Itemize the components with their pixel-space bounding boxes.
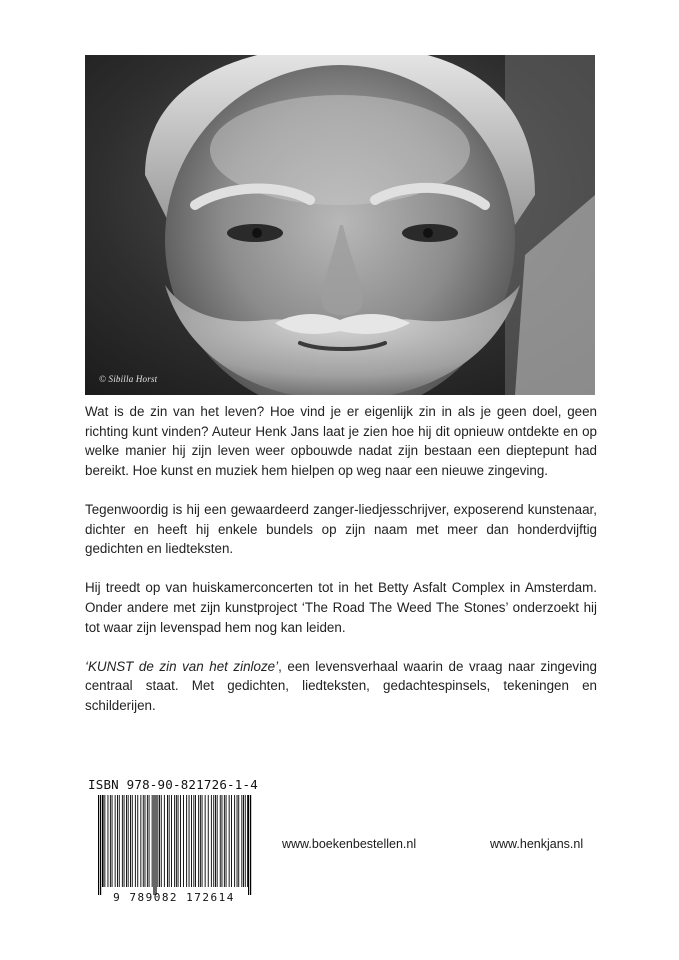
- barcode-guard-bar: [250, 795, 251, 895]
- barcode-bar: [147, 795, 148, 887]
- barcode-guard-bar: [98, 795, 99, 895]
- barcode-bar: [171, 795, 172, 887]
- barcode-guard-bar: [100, 795, 101, 895]
- book-summary-text: , een levensverhaal waarin de vraag naar zingeving centraal staat. Met gedichten, liedteksten, gedachtespinsels, tekeningen en schilderijen.: [85, 658, 597, 713]
- barcode-bar: [200, 795, 201, 887]
- barcode-bar: [205, 795, 206, 887]
- barcode-bar: [195, 795, 196, 887]
- barcode-bar: [183, 795, 184, 887]
- barcode-bars: [88, 795, 260, 905]
- barcode-bar: [238, 795, 239, 887]
- paragraph-book-summary: [85, 657, 597, 716]
- barcode-bar: [198, 795, 199, 887]
- barcode-bar: [159, 795, 160, 887]
- barcode-bar: [130, 795, 131, 887]
- barcode-bar: [128, 795, 129, 887]
- barcode-bar: [124, 795, 125, 887]
- isbn-label: ISBN 978-90-821726-1-4: [88, 777, 258, 792]
- barcode-bar: [140, 795, 141, 887]
- barcode-bar: [135, 795, 136, 887]
- barcode-bar: [245, 795, 246, 887]
- barcode-bar: [237, 795, 238, 887]
- barcode-bar: [186, 795, 187, 887]
- barcode-bar: [220, 795, 221, 887]
- back-cover-text: [85, 402, 597, 716]
- barcode-bar: [119, 795, 120, 887]
- barcode-bar: [145, 795, 146, 887]
- barcode-bar: [191, 795, 192, 887]
- barcode-bar: [149, 795, 150, 887]
- barcode-bar: [108, 795, 109, 887]
- barcode-bar: [137, 795, 138, 887]
- barcode-bar: [152, 795, 153, 887]
- barcode-bar: [126, 795, 127, 887]
- barcode-bar: [167, 795, 168, 887]
- barcode-bar: [241, 795, 242, 887]
- barcode-bar: [176, 795, 177, 887]
- barcode-bar: [164, 795, 165, 887]
- paragraph-intro: Wat is de zin van het leven? Hoe vind je er eigenlijk zin in als je geen doel, geen richting kunt vinden? Auteur Henk Jans laat je zien hoe hij dit opnieuw ontdekte en op welke manier hij zijn leven weer opbouwde nadat zijn bestaan een dieptepunt had bereikt. Hoe kunst en muziek hem hielpen op weg naar een nieuwe zingeving.: [85, 404, 597, 478]
- barcode-guard-bar: [153, 795, 154, 895]
- barcode-bar: [229, 795, 230, 887]
- author-photo: [85, 55, 595, 395]
- barcode-bar: [180, 795, 181, 887]
- publisher-link[interactable]: www.boekenbestellen.nl: [282, 837, 417, 851]
- barcode-bar: [234, 795, 235, 887]
- barcode-bar: [247, 795, 248, 887]
- barcode-bar: [215, 795, 216, 887]
- barcode-bar: [132, 795, 133, 887]
- barcode-bar: [112, 795, 113, 887]
- barcode-bar: [231, 795, 232, 887]
- barcode-bar: [117, 795, 118, 887]
- barcode-guard-bar: [248, 795, 249, 895]
- barcode-bar: [202, 795, 203, 887]
- barcode-bar: [243, 795, 244, 887]
- barcode-bar: [211, 795, 212, 887]
- barcode-bar: [217, 795, 218, 887]
- barcode-bar: [178, 795, 179, 887]
- barcode-bar: [104, 795, 105, 887]
- barcode-bar: [193, 795, 194, 887]
- barcode-bar: [169, 795, 170, 887]
- barcode-bar: [115, 795, 116, 887]
- isbn-barcode: [88, 778, 260, 908]
- barcode-bar: [161, 795, 162, 887]
- barcode-digits: 9 789082 172614: [113, 891, 235, 904]
- barcode-bar: [208, 795, 209, 887]
- barcode-bar: [174, 795, 175, 887]
- barcode-bar: [122, 795, 123, 887]
- barcode-bar: [224, 795, 225, 887]
- paragraph-author-bio: Tegenwoordig is hij een gewaardeerd zanger-liedjesschrijver, exposerend kunstenaar, dichter en heeft hij enkele bundels op zijn naam met meer dan honderdvijftig gedichten en liedteksten.: [85, 501, 597, 557]
- author-website-link[interactable]: www.henkjans.nl: [490, 837, 584, 851]
- barcode-bar: [143, 795, 144, 887]
- barcode-bar: [222, 795, 223, 887]
- barcode-bar: [226, 795, 227, 887]
- barcode-bar: [189, 795, 190, 887]
- book-title: ‘KUNST de zin van het zinloze’: [85, 658, 279, 674]
- author-portrait-image: [85, 55, 595, 395]
- barcode-bar: [102, 795, 104, 887]
- barcode-bar: [157, 795, 158, 887]
- barcode-bar: [110, 795, 111, 887]
- paragraph-performances: Hij treedt op van huiskamerconcerten tot in het Betty Asfalt Complex in Amsterdam. Onder andere met zijn kunstproject ‘The Road The Weed The Stones’ onderzoekt hij tot waar zijn levenspad hem nog kan leiden.: [85, 580, 597, 635]
- barcode-bar: [213, 795, 214, 887]
- barcode-guard-bar: [155, 795, 156, 895]
- photo-credit: © Sibilla Horst: [99, 374, 158, 384]
